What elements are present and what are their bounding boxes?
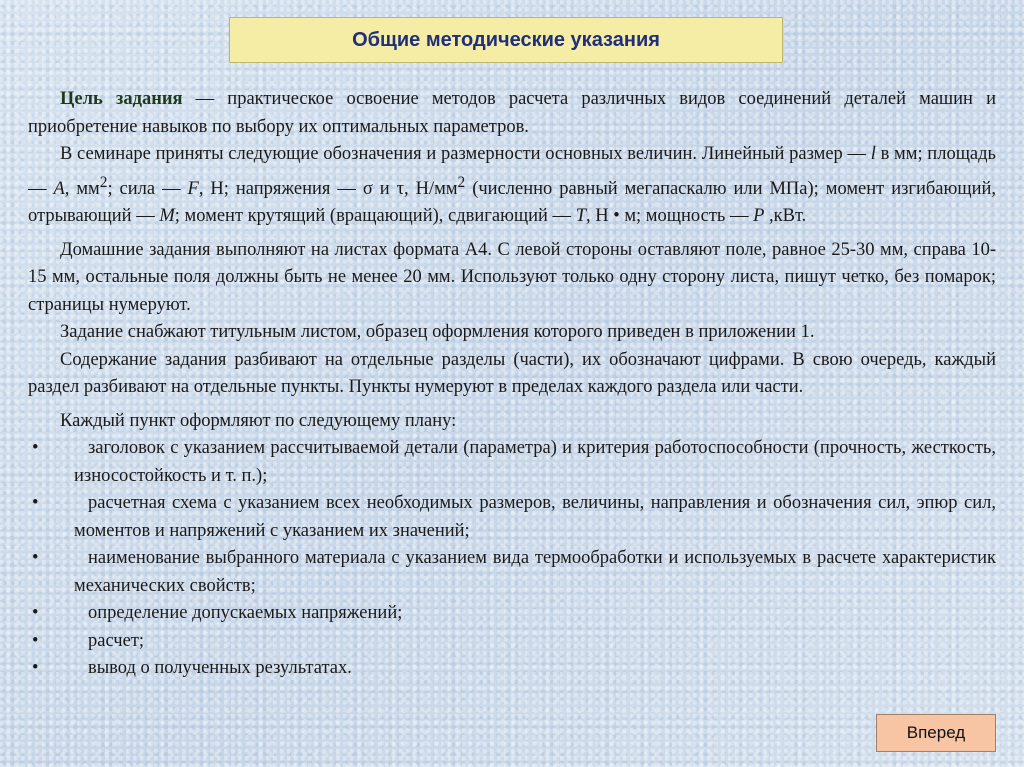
notation-paragraph: В семинаре приняты следующие обозначения и размерности основных величин. Линейный размер — l в мм; площадь — A, $мм^2$; сила — F, Н; напряжения — σ и τ, $Н/мм^2$ (численно равный мегапаскалю или МПа); момент изгибающий, отрывающий — M; момент крутящий (вращающий), сдвигающий — T, Н • м; мощность — P ,кВт. (28, 144, 997, 227)
plan-intro: Каждый пункт оформляют по следующему плану: (60, 410, 457, 431)
next-button[interactable]: Вперед (876, 714, 996, 752)
list-item-text: вывод о полученных результатах. (88, 658, 352, 679)
bullet-icon: • (32, 493, 39, 514)
list-item-text: расчет; (88, 630, 145, 651)
bullet-icon: • (32, 658, 39, 679)
goal-text: — практическое освоение методов расчета различных видов соединений деталей машин и приобретение навыков по выбору их оптимальных параметров. (28, 89, 996, 137)
list-item-text: определение допускаемых напряжений; (88, 603, 403, 624)
list-item-text: заголовок с указанием рассчитываемой детали (параметра) и критерия работоспособности (прочность, жесткость, износостойкость и т. п.); (74, 438, 996, 486)
bullet-icon: • (32, 630, 39, 651)
title-banner (229, 17, 783, 63)
list-item (28, 600, 996, 628)
bullet-icon: • (32, 548, 39, 569)
goal-label: Цель задания (60, 89, 183, 109)
list-item-text: расчетная схема с указанием всех необходимых размеров, величины, направления и обозначения сил, эпюр сил, моментов и напряжений с указанием их значений; (74, 493, 996, 541)
list-item (28, 545, 996, 600)
list-item (28, 435, 996, 490)
rules-paragraph-sections: Содержание задания разбивают на отдельные разделы (части), их обозначают цифрами. В свою очередь, каждый раздел разбивают на отдельные пункты. Пункты нумеруют в пределах каждого раздела или части. (28, 349, 996, 398)
main-content (28, 86, 996, 683)
rules-paragraph-title-page: Задание снабжают титульным листом, образец оформления которого приведен в приложении 1. (60, 322, 815, 343)
goal-paragraph (28, 86, 996, 141)
list-item (28, 655, 996, 683)
list-item (28, 628, 996, 656)
list-item (28, 490, 996, 545)
plan-list (28, 435, 996, 683)
bullet-icon: • (32, 438, 39, 459)
rules-paragraph-format: Домашние задания выполняют на листах формата А4. С левой стороны оставляют поле, равное 25-30 мм, справа 10-15 мм, остальные поля должны быть не менее 20 мм. Используют только одну сторону листа, пишут четко, без помарок; страницы нумеруют. (28, 239, 996, 315)
bullet-icon: • (32, 603, 39, 624)
page-title: Общие методические указания (352, 28, 660, 51)
list-item-text: наименование выбранного материала с указанием вида термообработки и используемых в расчете характеристик механических свойств; (74, 548, 996, 596)
